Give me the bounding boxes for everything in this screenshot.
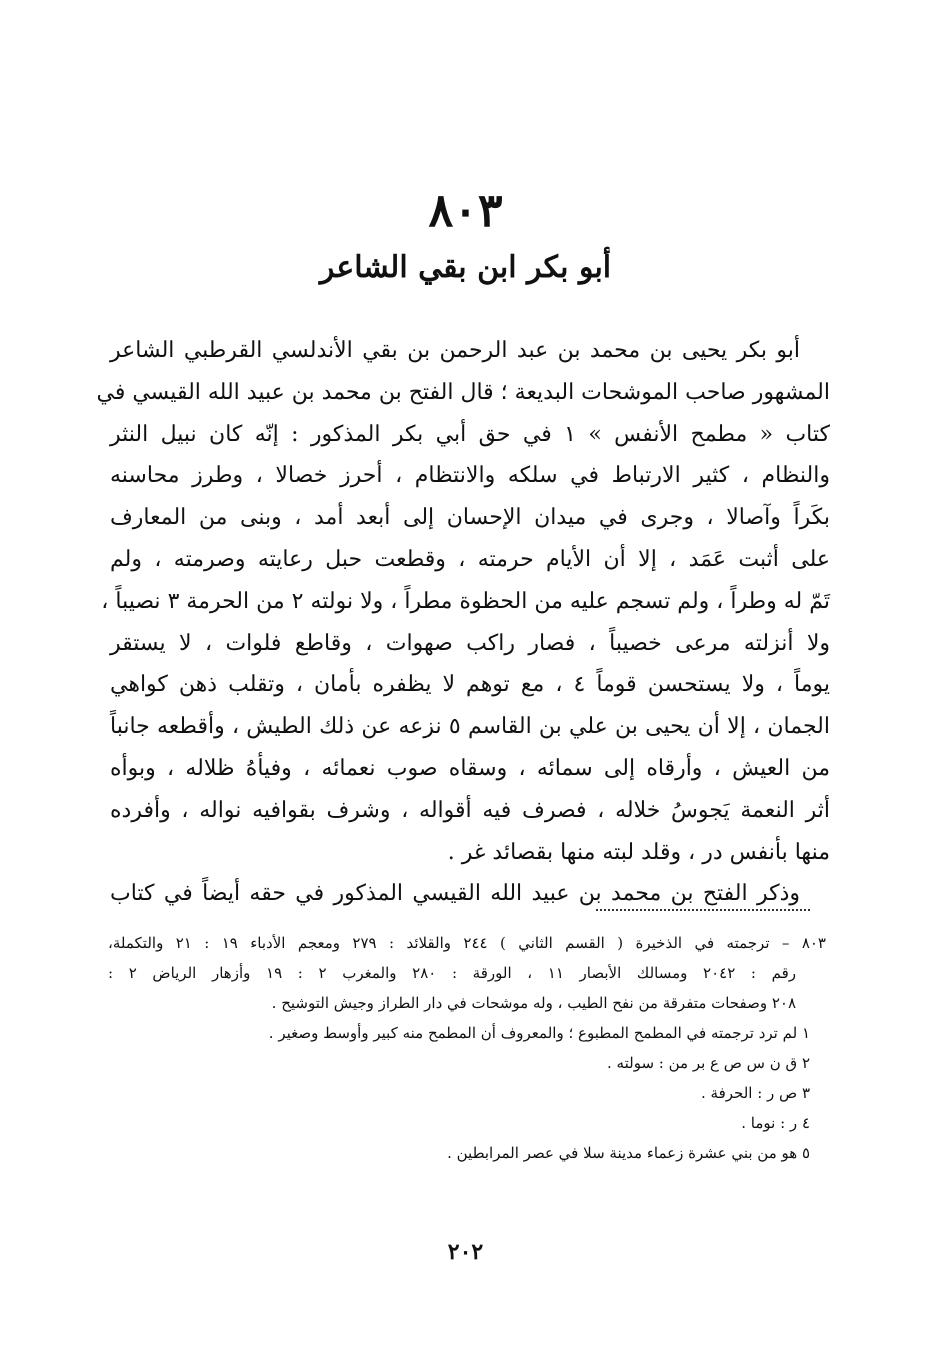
text-line: بكَراً وآصالا ، وجرى في ميدان الإحسان إلى أبعد أمد ، وبنى من المعارف bbox=[110, 505, 830, 531]
footnote-main-line: رقم : ٢٠٤٢ ومسالك الأبصار ١١ ، الورقة : ٢٨٠ والمغرب ٢ : ١٩ وأزهار الرياض ٢ : bbox=[108, 964, 797, 982]
footnote-item: ١ لم ترد ترجمته في المطمح المطبوع ؛ والمعروف أن المطمح منه كبير وأوسط وصغير . bbox=[268, 1024, 810, 1042]
text-line: أثر النعمة يَجوسُ خلاله ، فصرف فيه أقواله ، وشرف بقوافيه نواله ، وأفرده bbox=[110, 797, 830, 823]
text-line: يوماً ، ولا يستحسن قوماً ٤ ، مع توهم لا يظفره بأمان ، وتقلب ذهن كواهي bbox=[110, 672, 831, 698]
text-line: منها بأنفس در ، وقلد لبته منها بقصائد غر . bbox=[447, 839, 830, 865]
entry-title: أبو بكر ابن بقي الشاعر bbox=[319, 250, 612, 285]
text-line: من العيش ، وأرقاه إلى سمائه ، وسقاه صوب نعمائه ، وفيأهُ ظلاله ، وبوأه bbox=[110, 755, 830, 781]
entry-number: ٨٠٣ bbox=[428, 183, 503, 237]
biography-text bbox=[96, 330, 831, 915]
footnote-item: ٢ ق ن س ص ع بر من : سولته . bbox=[607, 1054, 810, 1072]
footnotes bbox=[108, 928, 826, 1168]
text-line: على أثبت عَمَد ، إلا أن الأيام حرمته ، وقطعت حبل رعايته وصرمته ، ولم bbox=[110, 546, 830, 572]
text-line: ولا أنزلته مرعى خصيباً ، فصار راكب صهوات ، وقاطع فلوات ، لا يستقر bbox=[110, 630, 830, 656]
text-line: وذكر الفتح بن محمد بن عبيد الله القيسي المذكور في حقه أيضاً في كتاب bbox=[110, 881, 800, 907]
text-line: تَمّ له وطراً ، ولم تسجم عليه من الحظوة مطراً ، ولا نولته ٢ من الحرمة ٣ نصيباً ، bbox=[101, 588, 830, 614]
text-line: الجمان ، إلا أن يحيى بن علي بن القاسم ٥ نزعه عن ذلك الطيش ، وأقطعه جانباً bbox=[110, 714, 830, 740]
text-line: كتاب « مطمح الأنفس » ١ في حق أبي بكر المذكور : إنّه كان نبيل النثر bbox=[110, 421, 830, 447]
text-line: والنظام ، كثير الارتباط في سلكه والانتظام ، أحرز خصالا ، وطرز محاسنه bbox=[110, 463, 830, 489]
footnote-separator bbox=[596, 909, 810, 911]
footnote-main-line: ٨٠٣ – ترجمته في الذخيرة ( القسم الثاني ) ٢٤٤ والقلائد : ٢٧٩ ومعجم الأدباء ١٩ : ٢١ والتكملة، bbox=[108, 934, 826, 952]
text-line: المشهور صاحب الموشحات البديعة ؛ قال الفتح بن محمد بن عبيد الله القيسي في bbox=[96, 379, 830, 405]
footnote-item: ٥ هو من بني عشرة زعماء مدينة سلا في عصر المرابطين . bbox=[447, 1144, 810, 1162]
footnote-item: ٣ ص ر : الحرفة . bbox=[700, 1084, 810, 1102]
footnote-item: ٤ ر : نوما . bbox=[741, 1114, 810, 1132]
text-line: أبو بكر يحيى بن محمد بن عبد الرحمن بن بقي الأندلسي القرطبي الشاعر bbox=[110, 338, 800, 363]
page-number: ٢٠٢ bbox=[447, 1239, 484, 1265]
footnote-main-line: ٢٠٨ وصفحات متفرقة من نفح الطيب ، وله موشحات في دار الطراز وجيش التوشيح . bbox=[271, 994, 796, 1012]
